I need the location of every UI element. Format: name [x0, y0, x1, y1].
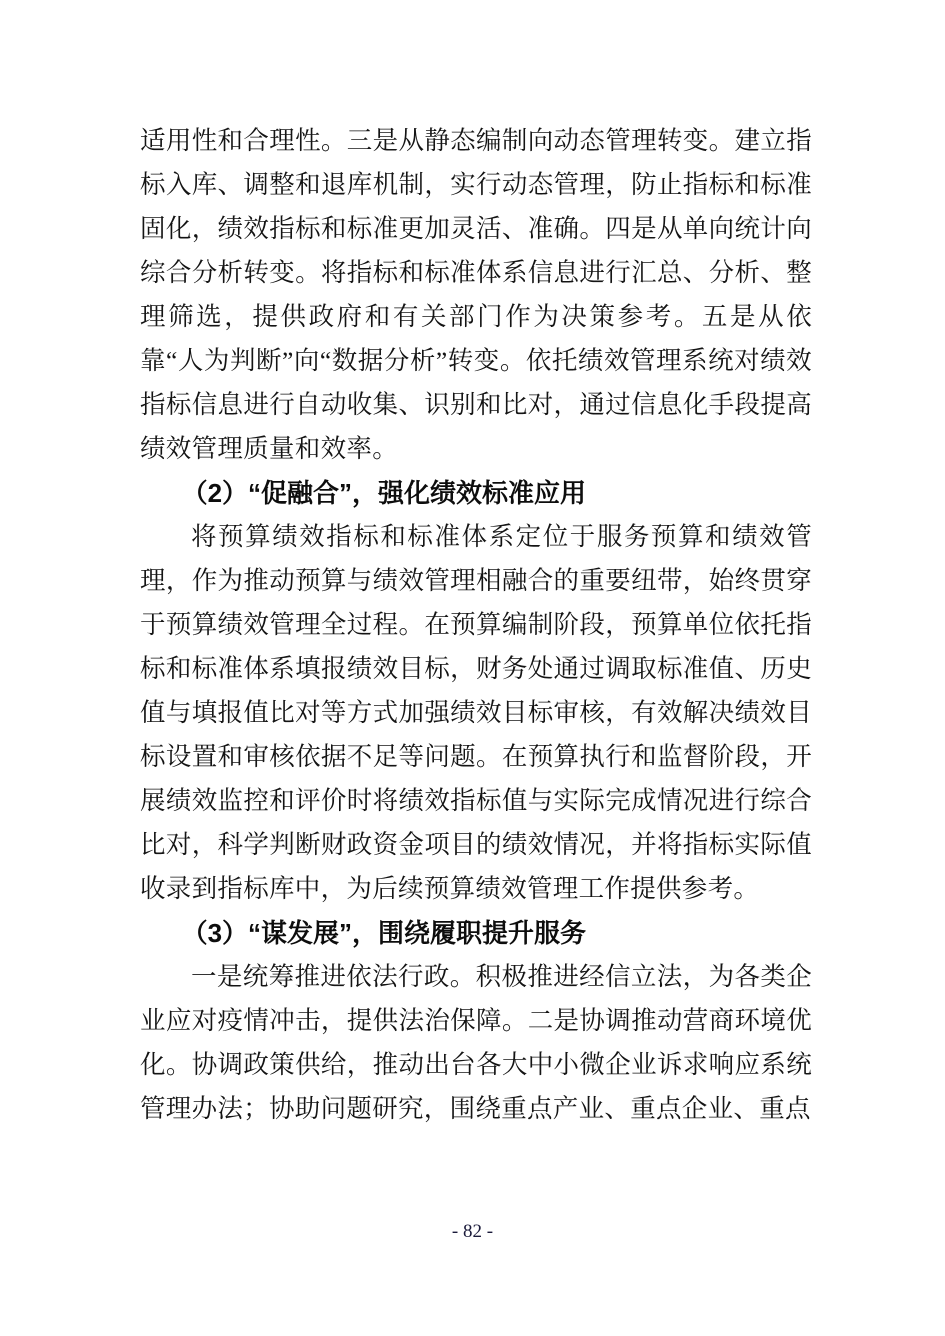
- paragraph-continuation: 适用性和合理性。三是从静态编制向动态管理转变。建立指标入库、调整和退库机制，实行动态管理，防止指标和标准固化，绩效指标和标准更加灵活、准确。四是从单向统计向综合分析转变。将指标和标准体系信息进行汇总、分析、整理筛选，提供政府和有关部门作为决策参考。五是从依靠“人为判断”向“数据分析”转变。依托绩效管理系统对绩效指标信息进行自动收集、识别和比对，通过信息化手段提高绩效管理质量和效率。: [140, 126, 812, 463]
- paragraph-section-2: 将预算绩效指标和标准体系定位于服务预算和绩效管理，作为推动预算与绩效管理相融合的重要纽带，始终贯穿于预算绩效管理全过程。在预算编制阶段，预算单位依托指标和标准体系填报绩效目标，财务处通过调取标准值、历史值与填报值比对等方式加强绩效目标审核，有效解决绩效目标设置和审核依据不足等问题。在预算执行和监督阶段，开展绩效监控和评价时将绩效指标值与实际完成情况进行综合比对，科学判断财政资金项目的绩效情况，并将指标实际值收录到指标库中，为后续预算绩效管理工作提供参考。: [140, 522, 812, 903]
- page-body: [140, 119, 812, 1131]
- section-heading-2: （2）“促融合”，强化绩效标准应用: [181, 478, 587, 508]
- page-number: - 82 -: [451, 1221, 494, 1242]
- section-heading-3: （3）“谋发展”，围绕履职提升服务: [181, 918, 587, 948]
- page-footer: [0, 1218, 945, 1246]
- paragraph-section-3: 一是统筹推进依法行政。积极推进经信立法，为各类企业应对疫情冲击，提供法治保障。二是协调推动营商环境优化。协调政策供给，推动出台各大中小微企业诉求响应系统管理办法；协助问题研究，围绕重点产业、重点企业、重点: [140, 962, 812, 1123]
